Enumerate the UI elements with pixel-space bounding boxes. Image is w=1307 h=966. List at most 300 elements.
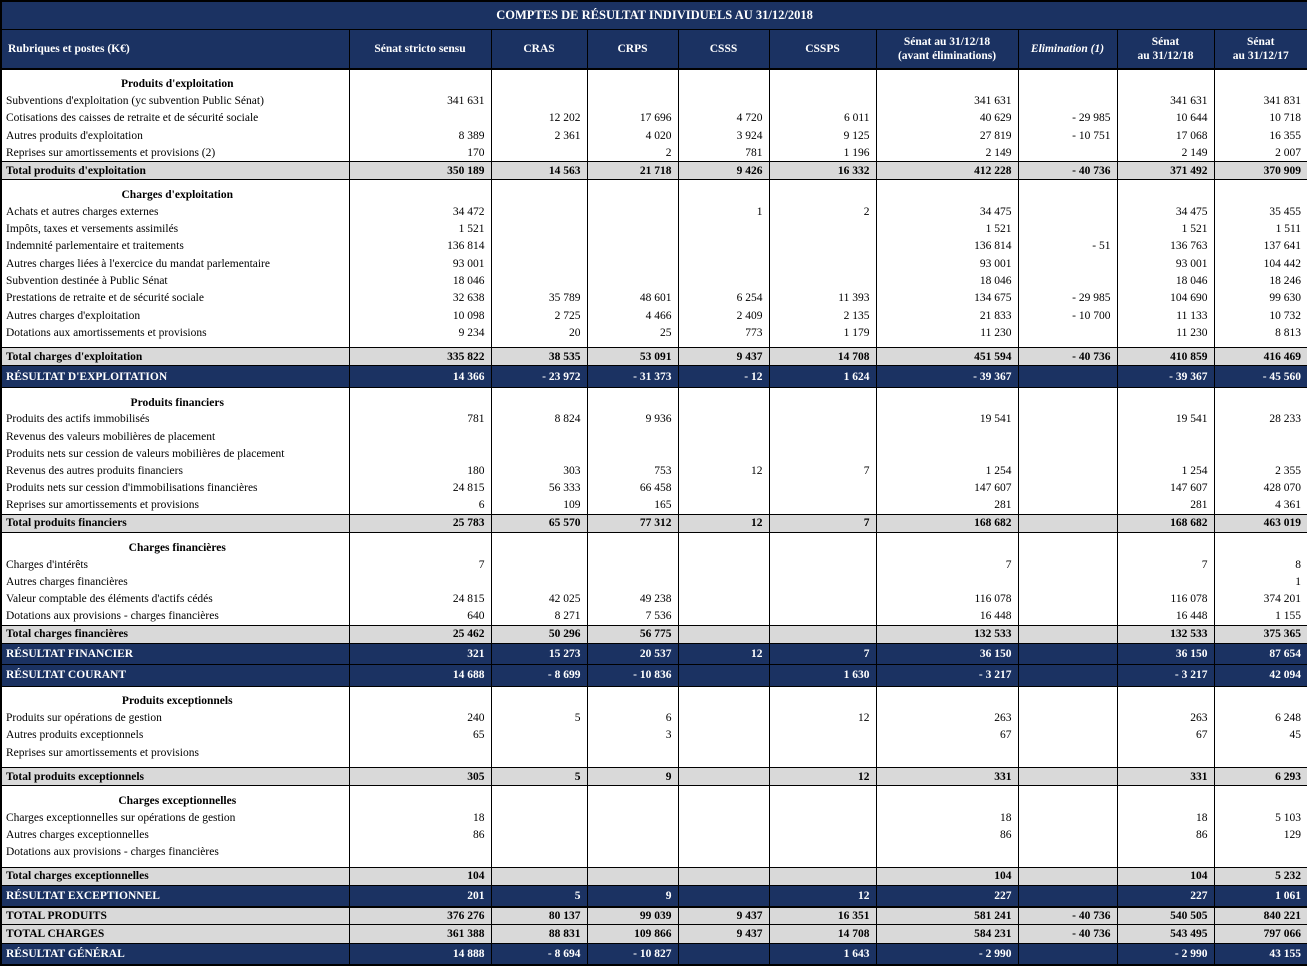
- table-row: [1, 366, 1307, 387]
- value-cell: 27 819: [876, 127, 1018, 144]
- value-cell: [769, 686, 876, 709]
- value-cell: [587, 556, 678, 573]
- value-cell: 263: [876, 709, 1018, 726]
- value-cell: [349, 387, 491, 410]
- row-label: Dotations aux provisions - charges financières: [1, 844, 349, 861]
- value-cell: 109 866: [587, 925, 678, 943]
- table-row: [1, 255, 1307, 272]
- value-cell: 40 629: [876, 110, 1018, 127]
- value-cell: 9 234: [349, 324, 491, 341]
- value-cell: 9 125: [769, 127, 876, 144]
- value-cell: 1: [678, 203, 769, 220]
- value-cell: 18 046: [1117, 272, 1214, 289]
- table-row: [1, 885, 1307, 906]
- value-cell: 4 361: [1214, 497, 1307, 514]
- value-cell: [1214, 744, 1307, 761]
- value-cell: [1117, 533, 1214, 556]
- value-cell: [1018, 428, 1117, 445]
- value-cell: [1214, 533, 1307, 556]
- value-cell: [678, 533, 769, 556]
- value-cell: [491, 573, 587, 590]
- value-cell: [491, 92, 587, 109]
- value-cell: [678, 744, 769, 761]
- value-cell: [1018, 826, 1117, 843]
- value-cell: 753: [587, 462, 678, 479]
- table-row: [1, 480, 1307, 497]
- value-cell: [1018, 709, 1117, 726]
- row-label: Subventions d'exploitation (yc subvention Public Sénat): [1, 92, 349, 109]
- value-cell: 12: [678, 514, 769, 532]
- value-cell: [491, 220, 587, 237]
- value-cell: 2 135: [769, 307, 876, 324]
- value-cell: 14 708: [769, 925, 876, 943]
- value-cell: [491, 844, 587, 861]
- value-cell: [1018, 69, 1117, 92]
- value-cell: - 10 751: [1018, 127, 1117, 144]
- value-cell: [1018, 366, 1117, 387]
- value-cell: - 3 217: [876, 665, 1018, 686]
- value-cell: 42 025: [491, 591, 587, 608]
- value-cell: 2 007: [1214, 144, 1307, 161]
- table-row: [1, 497, 1307, 514]
- value-cell: [678, 943, 769, 965]
- value-cell: 18 046: [876, 272, 1018, 289]
- value-cell: 543 495: [1117, 925, 1214, 943]
- table-row: [1, 348, 1307, 366]
- value-cell: 53 091: [587, 348, 678, 366]
- value-cell: [1018, 591, 1117, 608]
- value-cell: 581 241: [876, 907, 1018, 925]
- value-cell: [491, 428, 587, 445]
- row-label: Charges financières: [1, 533, 349, 556]
- value-cell: [1018, 844, 1117, 861]
- value-cell: 10 098: [349, 307, 491, 324]
- value-cell: [769, 826, 876, 843]
- value-cell: 9 437: [678, 348, 769, 366]
- value-cell: 49 238: [587, 591, 678, 608]
- row-label: Reprises sur amortissements et provisions: [1, 497, 349, 514]
- table-row: [1, 110, 1307, 127]
- value-cell: [1018, 411, 1117, 428]
- value-cell: 86: [876, 826, 1018, 843]
- value-cell: 129: [1214, 826, 1307, 843]
- table-row: [1, 727, 1307, 744]
- value-cell: 7: [769, 462, 876, 479]
- value-cell: - 51: [1018, 238, 1117, 255]
- value-cell: 5 232: [1214, 867, 1307, 885]
- row-label: Indemnité parlementaire et traitements: [1, 238, 349, 255]
- value-cell: [491, 238, 587, 255]
- value-cell: [349, 786, 491, 809]
- row-label: Produits d'exploitation: [1, 69, 349, 92]
- value-cell: [678, 709, 769, 726]
- value-cell: [769, 573, 876, 590]
- value-cell: 67: [876, 727, 1018, 744]
- column-header-csss: CSSS: [678, 30, 769, 70]
- value-cell: 21 833: [876, 307, 1018, 324]
- title-row: [1, 1, 1307, 30]
- row-label: Impôts, taxes et versements assimilés: [1, 220, 349, 237]
- value-cell: 104: [349, 867, 491, 885]
- value-cell: [769, 727, 876, 744]
- value-cell: 416 469: [1214, 348, 1307, 366]
- value-cell: 412 228: [876, 162, 1018, 180]
- value-cell: [587, 445, 678, 462]
- value-cell: 43 155: [1214, 943, 1307, 965]
- value-cell: 2 409: [678, 307, 769, 324]
- row-label: Charges d'exploitation: [1, 180, 349, 203]
- value-cell: [1018, 744, 1117, 761]
- value-cell: 11 133: [1117, 307, 1214, 324]
- value-cell: [1018, 445, 1117, 462]
- value-cell: [491, 272, 587, 289]
- value-cell: 36 150: [876, 643, 1018, 664]
- value-cell: 7: [1117, 556, 1214, 573]
- value-cell: [678, 573, 769, 590]
- table-row: [1, 867, 1307, 885]
- value-cell: 19 541: [1117, 411, 1214, 428]
- value-cell: [491, 533, 587, 556]
- value-cell: [1018, 665, 1117, 686]
- table-row: [1, 69, 1307, 92]
- column-header-elimination: Elimination (1): [1018, 30, 1117, 70]
- value-cell: [1018, 943, 1117, 965]
- value-cell: [876, 445, 1018, 462]
- value-cell: 12: [678, 462, 769, 479]
- value-cell: [587, 809, 678, 826]
- value-cell: 65: [349, 727, 491, 744]
- value-cell: 2 149: [1117, 144, 1214, 161]
- value-cell: 25 462: [349, 625, 491, 643]
- value-cell: [1214, 844, 1307, 861]
- value-cell: [1117, 744, 1214, 761]
- value-cell: 12: [769, 885, 876, 906]
- row-label: Autres produits exceptionnels: [1, 727, 349, 744]
- value-cell: [769, 608, 876, 625]
- value-cell: [876, 786, 1018, 809]
- table-row: [1, 925, 1307, 943]
- value-cell: 540 505: [1117, 907, 1214, 925]
- value-cell: [587, 220, 678, 237]
- value-cell: 147 607: [876, 480, 1018, 497]
- value-cell: [678, 411, 769, 428]
- value-cell: 350 189: [349, 162, 491, 180]
- value-cell: 104: [876, 867, 1018, 885]
- value-cell: 9 936: [587, 411, 678, 428]
- value-cell: 1 511: [1214, 220, 1307, 237]
- value-cell: 281: [876, 497, 1018, 514]
- value-cell: [1018, 885, 1117, 906]
- value-cell: 781: [349, 411, 491, 428]
- row-label: Charges exceptionnelles: [1, 786, 349, 809]
- value-cell: 17 696: [587, 110, 678, 127]
- value-cell: [1117, 686, 1214, 709]
- row-label: Charges d'intérêts: [1, 556, 349, 573]
- value-cell: 331: [876, 767, 1018, 785]
- value-cell: - 8 699: [491, 665, 587, 686]
- table-row: [1, 162, 1307, 180]
- value-cell: [678, 428, 769, 445]
- value-cell: 371 492: [1117, 162, 1214, 180]
- table-row: [1, 573, 1307, 590]
- value-cell: 7 536: [587, 608, 678, 625]
- value-cell: 773: [678, 324, 769, 341]
- value-cell: 17 068: [1117, 127, 1214, 144]
- value-cell: [769, 428, 876, 445]
- value-cell: 5 103: [1214, 809, 1307, 826]
- value-cell: 2: [587, 144, 678, 161]
- value-cell: 38 535: [491, 348, 587, 366]
- value-cell: 136 814: [876, 238, 1018, 255]
- value-cell: [1018, 324, 1117, 341]
- table-row: [1, 591, 1307, 608]
- table-row: [1, 643, 1307, 664]
- table-row: [1, 767, 1307, 785]
- value-cell: [1018, 497, 1117, 514]
- value-cell: 240: [349, 709, 491, 726]
- value-cell: 168 682: [1117, 514, 1214, 532]
- value-cell: 180: [349, 462, 491, 479]
- value-cell: [678, 497, 769, 514]
- value-cell: 9 426: [678, 162, 769, 180]
- row-label: Dotations aux amortissements et provisions: [1, 324, 349, 341]
- value-cell: 370 909: [1214, 162, 1307, 180]
- value-cell: 6: [587, 709, 678, 726]
- value-cell: - 40 736: [1018, 162, 1117, 180]
- table-row: [1, 307, 1307, 324]
- value-cell: 66 458: [587, 480, 678, 497]
- row-label: Autres charges financières: [1, 573, 349, 590]
- value-cell: [1214, 445, 1307, 462]
- table-row: [1, 943, 1307, 965]
- table-row: [1, 290, 1307, 307]
- value-cell: [1018, 514, 1117, 532]
- value-cell: 6: [349, 497, 491, 514]
- table-row: [1, 272, 1307, 289]
- value-cell: [587, 826, 678, 843]
- value-cell: 134 675: [876, 290, 1018, 307]
- value-cell: 16 448: [876, 608, 1018, 625]
- value-cell: [349, 573, 491, 590]
- row-label: RÉSULTAT D'EXPLOITATION: [1, 366, 349, 387]
- value-cell: [491, 867, 587, 885]
- value-cell: - 2 990: [876, 943, 1018, 965]
- value-cell: [1018, 809, 1117, 826]
- value-cell: [769, 387, 876, 410]
- table-row: [1, 387, 1307, 410]
- column-header-cras: CRAS: [491, 30, 587, 70]
- value-cell: [587, 255, 678, 272]
- value-cell: [769, 272, 876, 289]
- value-cell: 34 475: [876, 203, 1018, 220]
- value-cell: 640: [349, 608, 491, 625]
- value-cell: [1214, 686, 1307, 709]
- value-cell: - 3 217: [1117, 665, 1214, 686]
- value-cell: 2 725: [491, 307, 587, 324]
- value-cell: [349, 110, 491, 127]
- value-cell: [1018, 255, 1117, 272]
- value-cell: [349, 686, 491, 709]
- value-cell: 263: [1117, 709, 1214, 726]
- value-cell: [876, 533, 1018, 556]
- table-row: [1, 686, 1307, 709]
- table-row: [1, 556, 1307, 573]
- value-cell: [769, 69, 876, 92]
- value-cell: 16 355: [1214, 127, 1307, 144]
- row-label: Autres produits d'exploitation: [1, 127, 349, 144]
- value-cell: [876, 180, 1018, 203]
- row-label: Valeur comptable des éléments d'actifs cédés: [1, 591, 349, 608]
- value-cell: [1018, 786, 1117, 809]
- value-cell: 104 442: [1214, 255, 1307, 272]
- row-label: Autres charges liées à l'exercice du mandat parlementaire: [1, 255, 349, 272]
- value-cell: 7: [769, 643, 876, 664]
- value-cell: 16 351: [769, 907, 876, 925]
- value-cell: [587, 238, 678, 255]
- value-cell: [491, 556, 587, 573]
- value-cell: [1117, 844, 1214, 861]
- value-cell: [1214, 428, 1307, 445]
- row-label: Dotations aux provisions - charges financières: [1, 608, 349, 625]
- value-cell: [1018, 625, 1117, 643]
- table-row: [1, 238, 1307, 255]
- value-cell: [678, 608, 769, 625]
- table-row: [1, 744, 1307, 761]
- value-cell: [678, 180, 769, 203]
- value-cell: [491, 144, 587, 161]
- value-cell: 1 061: [1214, 885, 1307, 906]
- value-cell: 341 631: [349, 92, 491, 109]
- table-row: [1, 809, 1307, 826]
- value-cell: - 10 827: [587, 943, 678, 965]
- value-cell: - 10 836: [587, 665, 678, 686]
- value-cell: [769, 591, 876, 608]
- value-cell: 11 230: [876, 324, 1018, 341]
- value-cell: 137 641: [1214, 238, 1307, 255]
- value-cell: [1018, 643, 1117, 664]
- value-cell: [1117, 387, 1214, 410]
- row-label: Total charges exceptionnelles: [1, 867, 349, 885]
- value-cell: [587, 203, 678, 220]
- value-cell: 170: [349, 144, 491, 161]
- value-cell: [587, 533, 678, 556]
- table-row: [1, 608, 1307, 625]
- value-cell: 136 763: [1117, 238, 1214, 255]
- value-cell: - 31 373: [587, 366, 678, 387]
- value-cell: 1 521: [876, 220, 1018, 237]
- value-cell: 7: [876, 556, 1018, 573]
- value-cell: [769, 556, 876, 573]
- value-cell: 10 644: [1117, 110, 1214, 127]
- page-title: COMPTES DE RÉSULTAT INDIVIDUELS AU 31/12/2018: [1, 1, 1307, 30]
- value-cell: [678, 255, 769, 272]
- value-cell: [1018, 480, 1117, 497]
- value-cell: 8 271: [491, 608, 587, 625]
- value-cell: [678, 220, 769, 237]
- value-cell: 67: [1117, 727, 1214, 744]
- value-cell: 428 070: [1214, 480, 1307, 497]
- value-cell: 6 254: [678, 290, 769, 307]
- value-cell: [1018, 144, 1117, 161]
- row-label: Total charges d'exploitation: [1, 348, 349, 366]
- value-cell: 14 366: [349, 366, 491, 387]
- value-cell: [678, 686, 769, 709]
- value-cell: 201: [349, 885, 491, 906]
- value-cell: 781: [678, 144, 769, 161]
- value-cell: [678, 387, 769, 410]
- table-row: [1, 203, 1307, 220]
- value-cell: 341 631: [876, 92, 1018, 109]
- table-row: [1, 665, 1307, 686]
- column-header-rubriques: Rubriques et postes (K€): [1, 30, 349, 70]
- value-cell: [491, 255, 587, 272]
- value-cell: [678, 786, 769, 809]
- value-cell: [678, 885, 769, 906]
- value-cell: [491, 203, 587, 220]
- value-cell: [678, 867, 769, 885]
- row-label: Autres charges exceptionnelles: [1, 826, 349, 843]
- value-cell: [1018, 727, 1117, 744]
- value-cell: 375 365: [1214, 625, 1307, 643]
- row-label: RÉSULTAT COURANT: [1, 665, 349, 686]
- value-cell: 45: [1214, 727, 1307, 744]
- value-cell: 4 466: [587, 307, 678, 324]
- value-cell: [1117, 428, 1214, 445]
- row-label: Produits exceptionnels: [1, 686, 349, 709]
- value-cell: 12 202: [491, 110, 587, 127]
- statement-body: [1, 69, 1307, 965]
- value-cell: 87 654: [1214, 643, 1307, 664]
- value-cell: - 39 367: [1117, 366, 1214, 387]
- value-cell: [491, 69, 587, 92]
- column-header-cssps: CSSPS: [769, 30, 876, 70]
- value-cell: - 39 367: [876, 366, 1018, 387]
- value-cell: [769, 445, 876, 462]
- value-cell: - 23 972: [491, 366, 587, 387]
- value-cell: 48 601: [587, 290, 678, 307]
- column-header-senat-31-12-18: Sénat au 31/12/18: [1117, 30, 1214, 70]
- column-header-senat-31-12-17: Sénat au 31/12/17: [1214, 30, 1307, 70]
- value-cell: 86: [349, 826, 491, 843]
- value-cell: [1214, 69, 1307, 92]
- value-cell: 18 046: [349, 272, 491, 289]
- value-cell: 6 248: [1214, 709, 1307, 726]
- row-label: TOTAL PRODUITS: [1, 907, 349, 925]
- value-cell: 24 815: [349, 480, 491, 497]
- value-cell: 147 607: [1117, 480, 1214, 497]
- value-cell: [769, 786, 876, 809]
- value-cell: [678, 92, 769, 109]
- value-cell: 4 720: [678, 110, 769, 127]
- table-row: [1, 428, 1307, 445]
- value-cell: 50 296: [491, 625, 587, 643]
- value-cell: 341 631: [1117, 92, 1214, 109]
- value-cell: 132 533: [876, 625, 1018, 643]
- value-cell: [769, 238, 876, 255]
- value-cell: 3 924: [678, 127, 769, 144]
- value-cell: 840 221: [1214, 907, 1307, 925]
- value-cell: - 29 985: [1018, 110, 1117, 127]
- column-header-crps: CRPS: [587, 30, 678, 70]
- value-cell: [349, 844, 491, 861]
- value-cell: 168 682: [876, 514, 1018, 532]
- value-cell: 376 276: [349, 907, 491, 925]
- row-label: Achats et autres charges externes: [1, 203, 349, 220]
- value-cell: [769, 411, 876, 428]
- value-cell: 281: [1117, 497, 1214, 514]
- value-cell: 34 475: [1117, 203, 1214, 220]
- value-cell: [491, 826, 587, 843]
